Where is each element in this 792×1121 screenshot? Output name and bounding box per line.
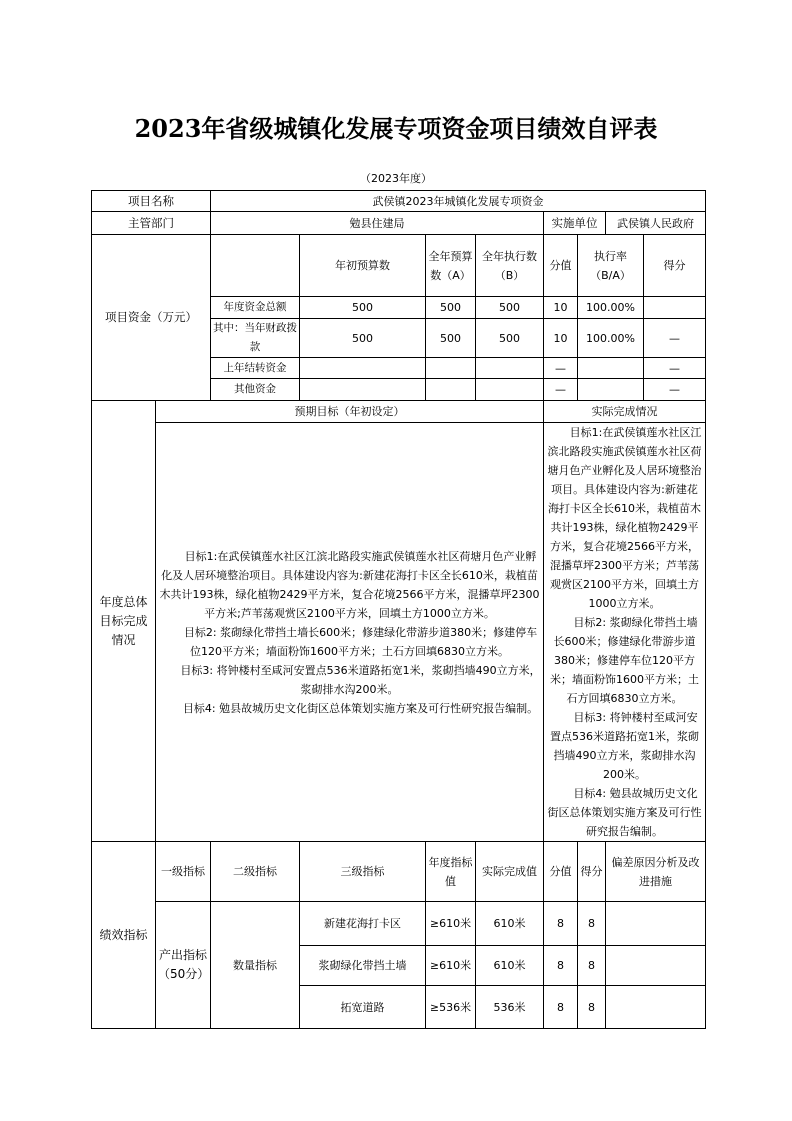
- funds-header-blank: [211, 235, 300, 297]
- project-name-label: 项目名称: [92, 191, 211, 212]
- header-annual-budget: 全年预算数（A）: [426, 235, 476, 297]
- indicators-label: 绩效指标: [92, 842, 156, 1029]
- indicator-actual: 536米: [476, 986, 544, 1029]
- actual-goal-2: 目标2: 浆砌绿化带挡土墙长600米；修建绿化带游步道380米；修建停车位120平方米；墙面粉饰1600平方米；土石方回填6830立方米。: [550, 616, 699, 705]
- expected-goals-text: [156, 423, 544, 842]
- header-annual-exec: 全年执行数（B）: [476, 235, 544, 297]
- funds-row-name: 其中：当年财政拨款: [211, 319, 300, 358]
- header-exec-rate: 执行率（B/A）: [578, 235, 644, 297]
- level2-quantity: 数量指标: [211, 902, 300, 1029]
- indicator-deviation: [606, 902, 706, 946]
- expected-goal-1: 目标1:在武侯镇莲水社区江滨北路段实施武侯镇莲水社区荷塘月色产业孵化及人居环境整治项目。具体建设内容为:新建花海打卡区全长610米，栽植苗木共计193株，绿化植物2429平方米，复合花境2566平方米，混播草坪2300平方米;芦苇荡观赏区2100平方米，回填土方1000立方米。: [159, 549, 540, 620]
- funds-row-annual: [426, 379, 476, 401]
- goals-label: 年度总体目标完成情况: [92, 401, 156, 842]
- indicator-deviation: [606, 986, 706, 1029]
- funds-row-annual: 500: [426, 297, 476, 319]
- year-note: （2023年度）: [360, 172, 432, 185]
- funds-row-rate: [578, 358, 644, 379]
- header-level3: 三级指标: [300, 842, 426, 902]
- actual-goals-header: 实际完成情况: [544, 401, 706, 423]
- funds-row-rate: [578, 379, 644, 401]
- indicator-score: 8: [578, 946, 606, 986]
- dept-label: 主管部门: [92, 212, 211, 235]
- indicator-target: ≥536米: [426, 986, 476, 1029]
- indicator-score: 8: [578, 986, 606, 1029]
- funds-row-score: —: [644, 379, 706, 401]
- funds-row-exec: [476, 379, 544, 401]
- funds-row-exec: [476, 358, 544, 379]
- expected-goals-header: 预期目标（年初设定）: [156, 401, 544, 423]
- funds-row-initial: 500: [300, 297, 426, 319]
- funds-row-rate: 100.00%: [578, 297, 644, 319]
- funds-row-exec: 500: [476, 297, 544, 319]
- funds-row-annual: [426, 358, 476, 379]
- indicator-score-value: 8: [544, 986, 578, 1029]
- impl-label: 实施单位: [544, 212, 606, 235]
- indicator-actual: 610米: [476, 902, 544, 946]
- indicator-name: 浆砌绿化带挡土墙: [300, 946, 426, 986]
- indicator-target: ≥610米: [426, 902, 476, 946]
- funds-row-score: [644, 297, 706, 319]
- project-name-value: 武侯镇2023年城镇化发展专项资金: [211, 191, 706, 212]
- header-score-value: 分值: [544, 235, 578, 297]
- expected-goal-4: 目标4: 勉县故城历史文化街区总体策划实施方案及可行性研究报告编制。: [182, 701, 539, 715]
- expected-goal-3: 目标3: 将钟楼村至咸河安置点536米道路拓宽1米，浆砌挡墙490立方米，浆砌排水沟200米。: [180, 663, 541, 696]
- header-deviation: 偏差原因分析及改进措施: [606, 842, 706, 902]
- actual-goal-4: 目标4: 勉县故城历史文化街区总体策划实施方案及可行性研究报告编制。: [547, 787, 702, 838]
- actual-goal-1: 目标1:在武侯镇莲水社区江滨北路段实施武侯镇莲水社区荷塘月色产业孵化及人居环境整治项目。具体建设内容为:新建花海打卡区全长610米，栽植苗木共计193株，绿化植物2429平方米，复合花境2566平方米，混播草坪2300平方米；芦苇荡观赏区2100平方米，回填土方1000立方米。: [547, 426, 702, 610]
- indicator-name: 拓宽道路: [300, 986, 426, 1029]
- funds-row-name: 上年结转资金: [211, 358, 300, 379]
- funds-row-score: —: [644, 358, 706, 379]
- funds-row-name: 其他资金: [211, 379, 300, 401]
- actual-goals-text: [544, 423, 706, 842]
- funds-row-name: 年度资金总额: [211, 297, 300, 319]
- funds-row-score: —: [644, 319, 706, 358]
- funds-label: 项目资金（万元）: [92, 235, 211, 401]
- funds-row-score-value: —: [544, 358, 578, 379]
- indicator-actual: 610米: [476, 946, 544, 986]
- impl-value: 武侯镇人民政府: [606, 212, 706, 235]
- funds-row-initial: 500: [300, 319, 426, 358]
- funds-row-exec: 500: [476, 319, 544, 358]
- header-actual: 实际完成值: [476, 842, 544, 902]
- funds-row-score-value: 10: [544, 319, 578, 358]
- header-level2: 二级指标: [211, 842, 300, 902]
- header-level1: 一级指标: [156, 842, 211, 902]
- indicator-score-value: 8: [544, 902, 578, 946]
- funds-row-initial: [300, 358, 426, 379]
- indicator-name: 新建花海打卡区: [300, 902, 426, 946]
- funds-row-annual: 500: [426, 319, 476, 358]
- funds-row-score-value: —: [544, 379, 578, 401]
- funds-row-rate: 100.00%: [578, 319, 644, 358]
- indicator-deviation: [606, 946, 706, 986]
- header-score: 得分: [644, 235, 706, 297]
- self-evaluation-table: [91, 190, 706, 1029]
- indicator-score-value: 8: [544, 946, 578, 986]
- dept-value: 勉县住建局: [211, 212, 544, 235]
- funds-row-initial: [300, 379, 426, 401]
- indicator-score: 8: [578, 902, 606, 946]
- document-title: 2023年省级城镇化发展专项资金项目绩效自评表: [134, 114, 658, 143]
- actual-goal-3: 目标3: 将钟楼村至咸河安置点536米道路拓宽1米，浆砌挡墙490立方米，浆砌排水沟200米。: [550, 711, 699, 781]
- header-annual-target: 年度指标值: [426, 842, 476, 902]
- header-ind-score-value: 分值: [544, 842, 578, 902]
- expected-goal-2: 目标2: 浆砌绿化带挡土墙长600米；修建绿化带游步道380米；修建停车位120平方米；墙面粉饰1600平方米；土石方回填6830立方米。: [183, 625, 538, 658]
- header-initial-budget: 年初预算数: [300, 235, 426, 297]
- indicator-target: ≥610米: [426, 946, 476, 986]
- funds-row-score-value: 10: [544, 297, 578, 319]
- level1-output: 产出指标（50分）: [156, 902, 211, 1029]
- header-ind-score: 得分: [578, 842, 606, 902]
